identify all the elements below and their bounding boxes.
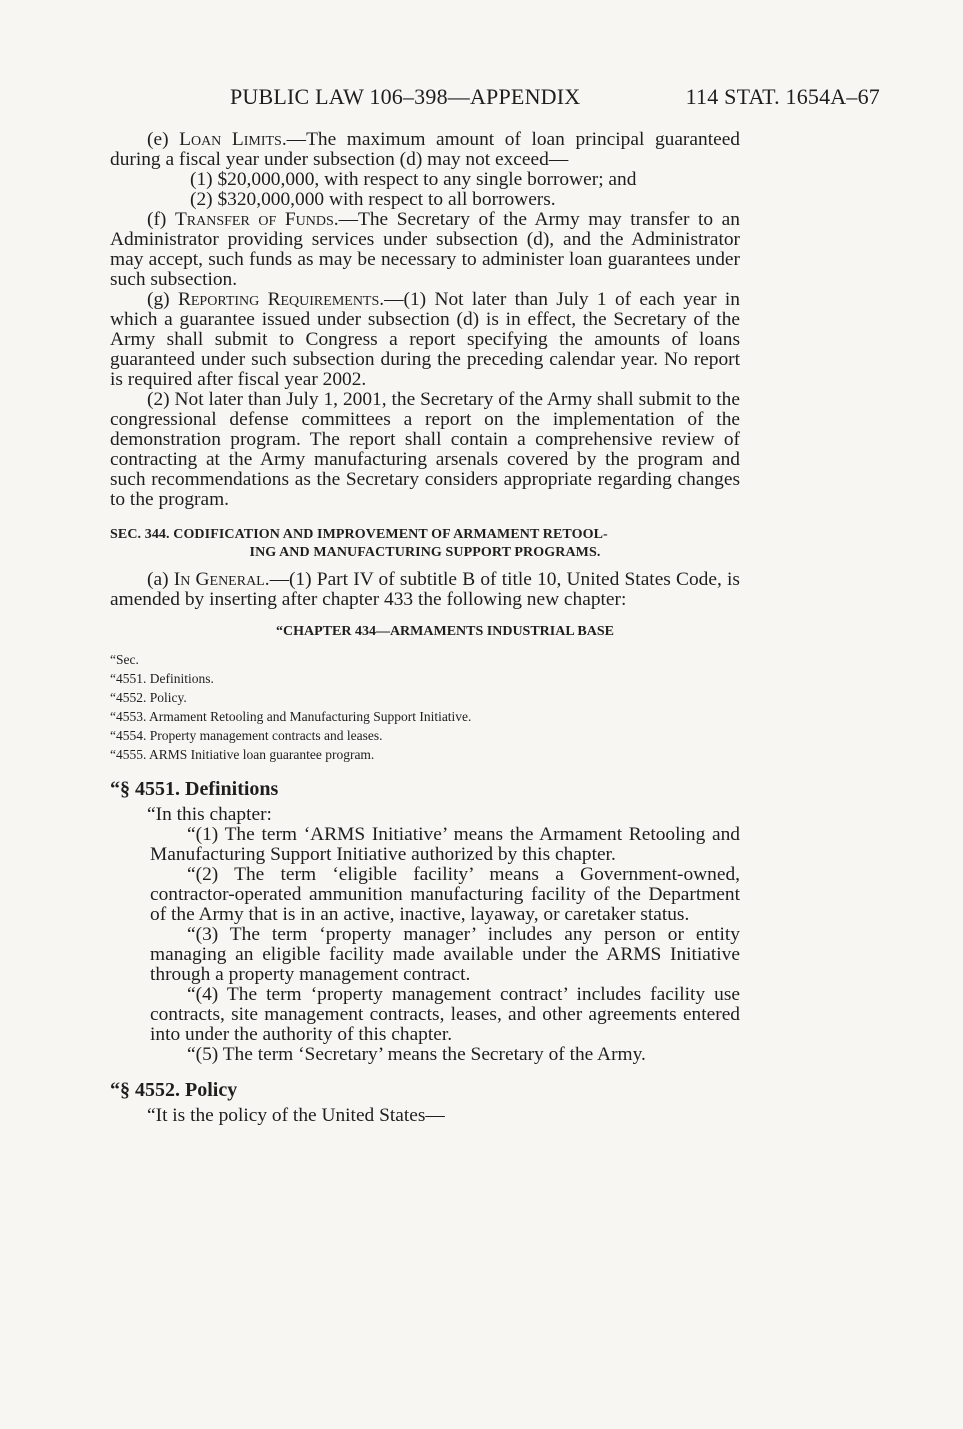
toc-item: “4551. Definitions. [110,671,214,686]
document-page [110,84,880,1126]
chapter-title: “CHAPTER 434—ARMAMENTS INDUSTRIAL BASE [276,624,614,639]
definition-item: “(4) The term ‘property management contract’ includes facility use contracts, site management contracts, leases, and other agreements entered into under the authority of this chapter. [150,984,740,1045]
definition-item: “(2) The term ‘eligible facility’ means a Government-owned, contractor-operated ammunition manufacturing facility of the Department of the Army that is in an active, inactive, layaway, or caretaker status. [150,864,740,925]
paragraph-e: (e) Loan Limits.—The maximum amount of loan principal guaranteed during a fiscal year under subsection (d) may not exceed— [110,129,740,170]
list-item: (2) $320,000,000 with respect to all borrowers. [190,189,556,210]
definition-item: “(1) The term ‘ARMS Initiative’ means the Armament Retooling and Manufacturing Support Initiative authorized by this chapter. [150,824,740,865]
paragraph-g-heading: Reporting Requirements. [177,289,385,310]
toc-item: “4554. Property management contracts and leases. [110,728,383,743]
toc-item: “Sec. [110,652,139,667]
paragraph-a-heading: In General. [173,569,270,590]
header-page-number: 114 STAT. 1654A–67 [685,84,880,109]
toc-item: “4552. Policy. [110,690,187,705]
definition-item: “(5) The term ‘Secretary’ means the Secretary of the Army. [187,1044,646,1065]
toc-item: “4553. Armament Retooling and Manufacturing Support Initiative. [110,709,472,724]
section-4551-heading: “§ 4551. Definitions [110,778,279,800]
paragraph-f-heading: Transfer of Funds. [174,209,339,230]
page-header [110,84,880,110]
paragraph-g2: (2) Not later than July 1, 2001, the Secretary of the Army shall submit to the congressional defense committees a report on the implementation of the demonstration program. The report shall contain a comprehensive review of contracting at the Army manufacturing arsenals covered by the program and such recommendations as the Secretary considers appropriate regarding changes to the program. [110,389,740,510]
section-4552-heading: “§ 4552. Policy [110,1079,238,1101]
table-of-contents [110,650,740,764]
section-4551-intro: “In this chapter: [147,804,272,825]
definition-item: “(3) The term ‘property manager’ includes any person or entity managing an eligible facility made available under the ARMS Initiative through a property management contract. [150,924,740,985]
header-title: PUBLIC LAW 106–398—APPENDIX [230,84,581,109]
paragraph-e-heading: Loan Limits. [179,129,287,150]
list-item: (1) $20,000,000, with respect to any single borrower; and [190,169,637,190]
paragraph-a: (a) In General.—(1) Part IV of subtitle B of title 10, United States Code, is amended by inserting after chapter 433 the following new chapter: [110,569,740,610]
toc-item: “4555. ARMS Initiative loan guarantee program. [110,747,375,762]
section-344-heading: SEC. 344. CODIFICATION AND IMPROVEMENT OF ARMAMENT RETOOL- ING AND MANUFACTURING SUPPORT PROGRAMS. [110,527,608,560]
paragraph-g: (g) Reporting Requirements.—(1) Not later than July 1 of each year in which a guarantee issued under subsection (d) is in effect, the Secretary of the Army shall submit to Congress a report specifying the amounts of loans guaranteed under such subsection during the preceding calendar year. No report is required after fiscal year 2002. [110,289,740,390]
definitions-list [110,825,740,1065]
paragraph-f: (f) Transfer of Funds.—The Secretary of the Army may transfer to an Administrator providing services under subsection (d), and the Administrator may accept, such funds as may be necessary to administer loan guarantees under such subsection. [110,209,740,290]
section-4552-text: “It is the policy of the United States— [147,1105,445,1126]
